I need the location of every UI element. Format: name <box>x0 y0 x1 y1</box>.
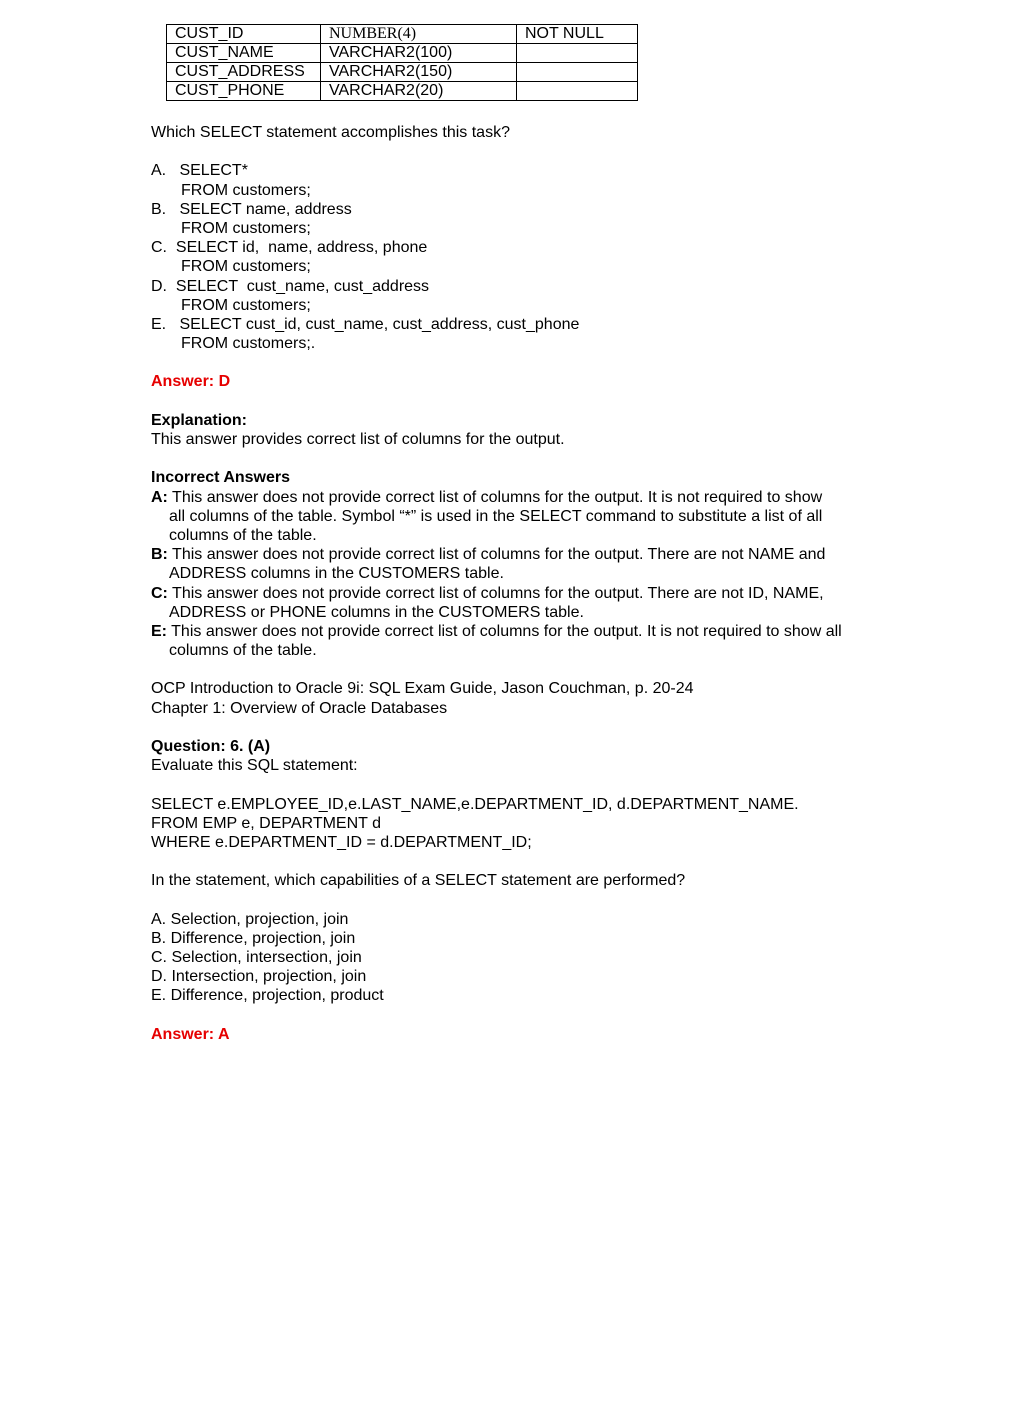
incorrect-answer-c <box>151 584 881 622</box>
incorrect-answer-a <box>151 488 881 546</box>
option-d-line: D. Intersection, projection, join <box>151 968 367 986</box>
column-constraint-cell <box>517 44 638 63</box>
option-c-line: C. Selection, intersection, join <box>151 949 362 967</box>
reference-book: OCP Introduction to Oracle 9i: SQL Exam Guide, Jason Couchman, p. 20-24 <box>151 680 694 698</box>
option-d-from: FROM customers; <box>181 296 311 314</box>
option-c-line: C. SELECT id, name, address, phone <box>151 239 428 257</box>
incorrect-answer-b <box>151 545 881 583</box>
incorrect-text: ADDRESS columns in the CUSTOMERS table. <box>169 565 504 583</box>
sql-line: SELECT e.EMPLOYEE_ID,e.LAST_NAME,e.DEPARTMENT_ID, d.DEPARTMENT_NAME. <box>151 795 799 813</box>
option-c-from: FROM customers; <box>181 258 311 276</box>
column-constraint-cell <box>517 82 638 101</box>
incorrect-label: E: <box>151 622 167 640</box>
incorrect-label: C: <box>151 584 168 602</box>
customers-schema-table <box>166 24 638 101</box>
option-d-line: D. SELECT cust_name, cust_address <box>151 277 430 295</box>
incorrect-text: This answer does not provide correct list of columns for the output. There are not NAME and <box>167 546 826 564</box>
table-row <box>167 82 638 101</box>
explanation-heading: Explanation: <box>151 411 248 429</box>
option-a-line: A. Selection, projection, join <box>151 910 349 928</box>
incorrect-label: B: <box>151 546 168 564</box>
incorrect-text: columns of the table. <box>169 526 317 544</box>
option-b-line: B. SELECT name, address <box>151 200 352 218</box>
incorrect-text: This answer does not provide correct list of columns for the output. It is not required to show <box>167 488 823 506</box>
option-e-line: E. SELECT cust_id, cust_name, cust_address, cust_phone <box>151 315 580 333</box>
incorrect-text: columns of the table. <box>169 642 317 660</box>
incorrect-text: ADDRESS or PHONE columns in the CUSTOMERS table. <box>169 603 584 621</box>
question6-heading: Question: 6. (A) <box>151 738 271 755</box>
option-e-from: FROM customers;. <box>181 335 316 353</box>
column-type-cell: VARCHAR2(100) <box>321 44 517 63</box>
question5-answer: Answer: D <box>151 373 231 391</box>
incorrect-answers-heading: Incorrect Answers <box>151 469 291 487</box>
table-row <box>167 25 638 44</box>
column-type-cell: VARCHAR2(150) <box>321 63 517 82</box>
option-b-from: FROM customers; <box>181 219 311 237</box>
explanation-text: This answer provides correct list of columns for the output. <box>151 431 565 448</box>
incorrect-label: A: <box>151 488 168 506</box>
column-name-cell: CUST_PHONE <box>167 82 321 101</box>
column-name-cell: CUST_NAME <box>167 44 321 63</box>
question5-options <box>151 161 881 353</box>
reference-chapter: Chapter 1: Overview of Oracle Databases <box>151 699 448 717</box>
column-name-cell: CUST_ADDRESS <box>167 63 321 82</box>
sql-line: WHERE e.DEPARTMENT_ID = d.DEPARTMENT_ID; <box>151 833 532 851</box>
column-type-cell: NUMBER(4) <box>321 25 517 44</box>
option-a-from: FROM customers; <box>181 181 311 199</box>
question6-answer: Answer: A <box>151 1025 230 1043</box>
sql-statement <box>151 795 881 853</box>
incorrect-text: all columns of the table. Symbol “*” is used in the SELECT command to substitute a list of all <box>169 507 823 525</box>
sql-line: FROM EMP e, DEPARTMENT d <box>151 814 381 832</box>
column-constraint-cell: NOT NULL <box>517 25 638 44</box>
column-constraint-cell <box>517 63 638 82</box>
question6-prompt: In the statement, which capabilities of a SELECT statement are performed? <box>151 872 686 890</box>
column-type-cell: VARCHAR2(20) <box>321 82 517 101</box>
document-body <box>151 123 881 1044</box>
option-a-line: A. SELECT* <box>151 162 248 180</box>
option-e-line: E. Difference, projection, product <box>151 987 384 1005</box>
incorrect-text: This answer does not provide correct list of columns for the output. There are not ID, NAME, <box>167 584 824 602</box>
incorrect-text: This answer does not provide correct list of columns for the output. It is not required to show all <box>167 622 842 640</box>
table-row <box>167 63 638 82</box>
question6-options <box>151 910 881 1006</box>
question6-intro: Evaluate this SQL statement: <box>151 757 358 775</box>
option-b-line: B. Difference, projection, join <box>151 929 356 947</box>
table-row <box>167 44 638 63</box>
incorrect-answer-e <box>151 622 881 660</box>
question5-prompt: Which SELECT statement accomplishes this task? <box>151 124 510 141</box>
column-name-cell: CUST_ID <box>167 25 321 44</box>
